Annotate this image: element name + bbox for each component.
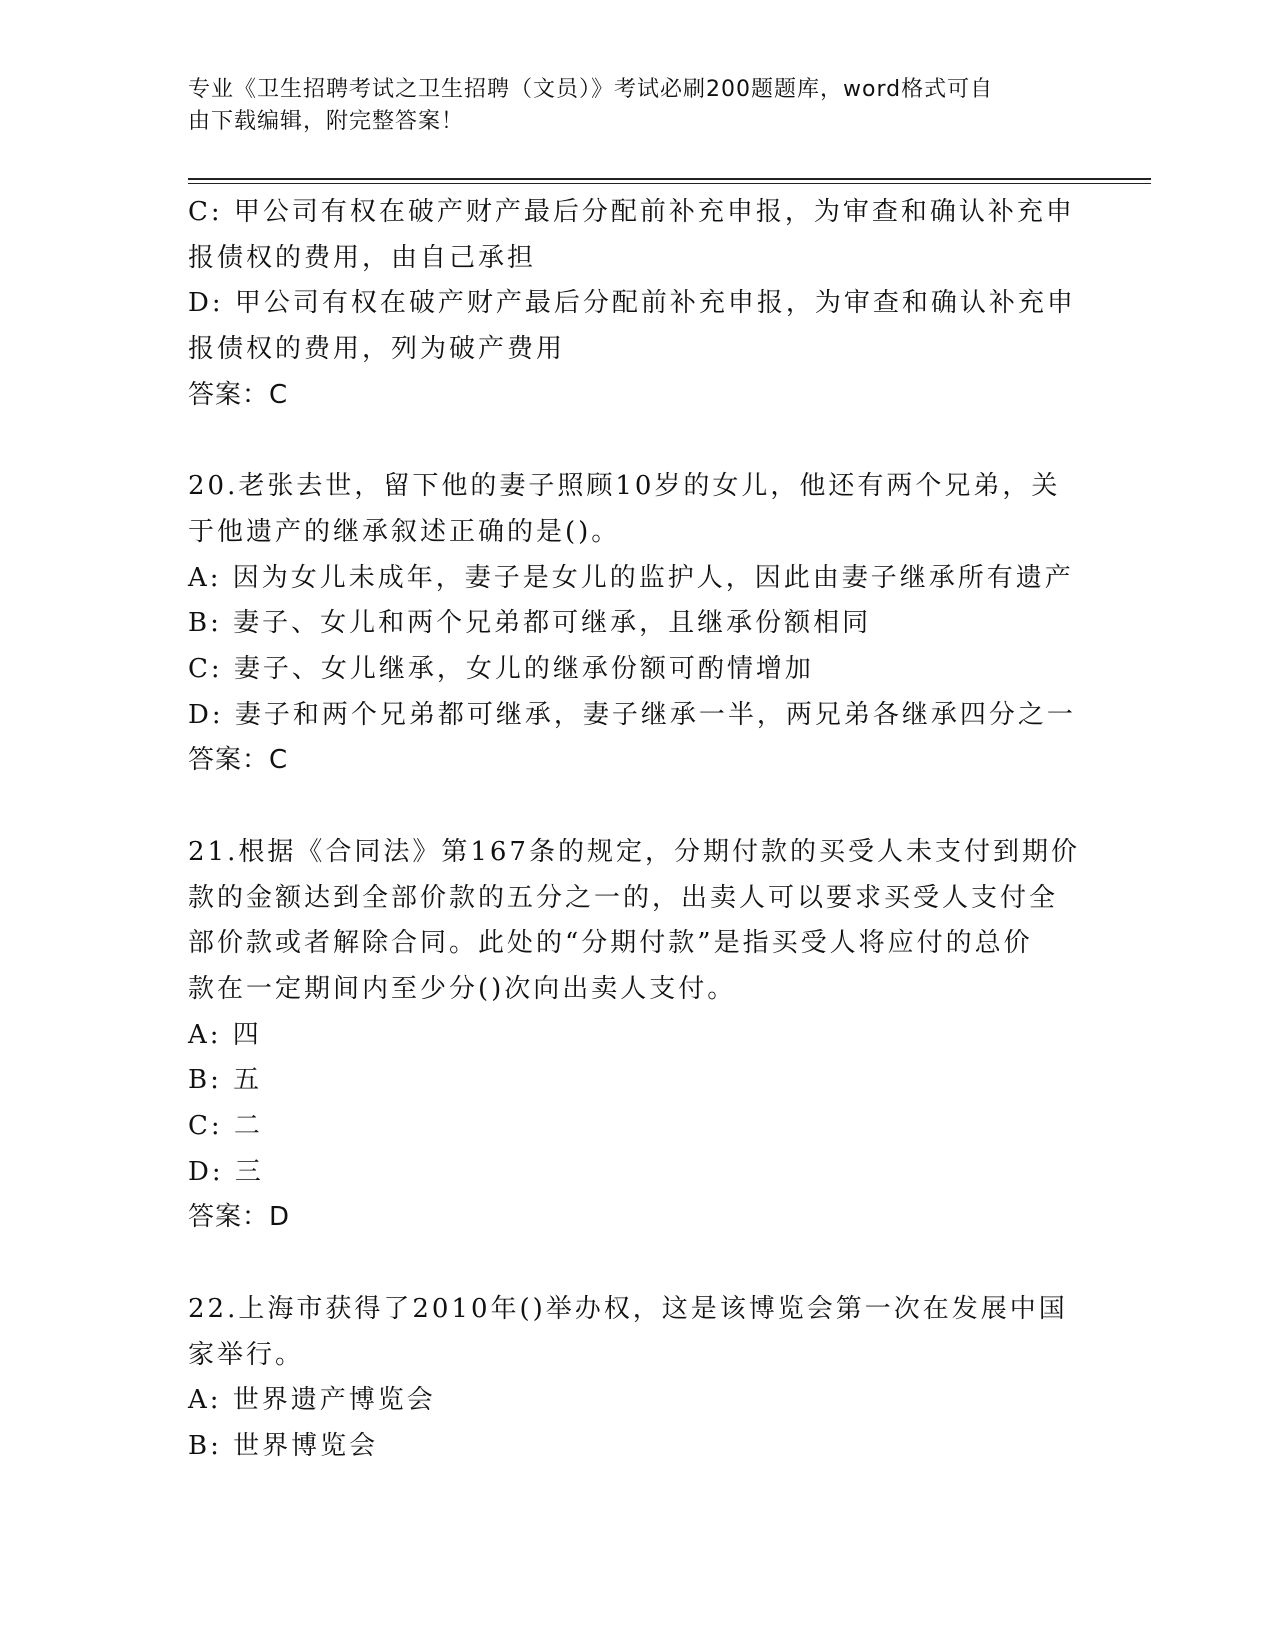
option-d: D: 妻子和两个兄弟都可继承，妻子继承一半，两兄弟各继承四分之一 (188, 699, 1076, 730)
option-c-line-1: C: 甲公司有权在破产财产最后分配前补充申报，为审查和确认补充申 (188, 197, 1075, 227)
question-21 (188, 830, 1088, 1241)
option-a: A: 四 (188, 1019, 262, 1050)
option-d: D: 三 (188, 1156, 264, 1187)
option-c: C: 二 (188, 1111, 263, 1142)
answer: 答案：C (188, 745, 289, 776)
question-stem-line-2: 款的金额达到全部价款的五分之一的，出卖人可以要求买受人支付全 (188, 882, 1059, 913)
answer: 答案：C (188, 379, 289, 410)
question-22 (188, 1287, 1088, 1470)
question-stem-line-2: 家举行。 (188, 1339, 305, 1370)
option-b: B: 五 (188, 1065, 263, 1096)
option-a: A: 因为女儿未成年，妻子是女儿的监护人，因此由妻子继承所有遗产 (188, 562, 1074, 593)
question-stem-line-3: 部价款或者解除合同。此处的“分期付款”是指买受人将应付的总价 (188, 928, 1033, 959)
option-b: B: 妻子、女儿和两个兄弟都可继承，且继承份额相同 (188, 608, 872, 639)
question-19-tail (188, 190, 1088, 419)
spacer (188, 784, 1088, 830)
answer: 答案：D (188, 1202, 291, 1233)
option-b: B: 世界博览会 (188, 1430, 379, 1461)
question-20 (188, 464, 1088, 784)
spacer (188, 419, 1088, 465)
question-stem-line-4: 款在一定期间内至少分()次向出卖人支付。 (188, 973, 737, 1004)
header-rule-thin (188, 183, 1151, 184)
option-c-line-2: 报债权的费用，由自己承担 (188, 242, 537, 273)
header-line-1: 专业《卫生招聘考试之卫生招聘（文员）》考试必刷200题题库，word格式可自 (188, 77, 994, 102)
document-body (188, 190, 1088, 1470)
option-d-line-1: D: 甲公司有权在破产财产最后分配前补充申报，为审查和确认补充申 (188, 288, 1076, 319)
spacer (188, 1241, 1088, 1287)
question-stem-line-2: 于他遗产的继承叙述正确的是()。 (188, 516, 621, 547)
page-header (188, 74, 1088, 138)
option-d-line-2: 报债权的费用，列为破产费用 (188, 334, 566, 365)
header-rule-thick (188, 178, 1151, 180)
header-line-2: 由下载编辑，附完整答案！ (188, 109, 465, 134)
question-stem-line-1: 20.老张去世，留下他的妻子照顾10岁的女儿，他还有两个兄弟，关 (188, 471, 1061, 502)
question-stem-line-1: 21.根据《合同法》第167条的规定，分期付款的买受人未支付到期价 (188, 836, 1080, 867)
question-stem-line-1: 22.上海市获得了2010年()举办权，这是该博览会第一次在发展中国 (188, 1293, 1068, 1324)
option-c: C: 妻子、女儿继承，女儿的继承份额可酌情增加 (188, 654, 814, 685)
option-a: A: 世界遗产博览会 (188, 1385, 436, 1416)
